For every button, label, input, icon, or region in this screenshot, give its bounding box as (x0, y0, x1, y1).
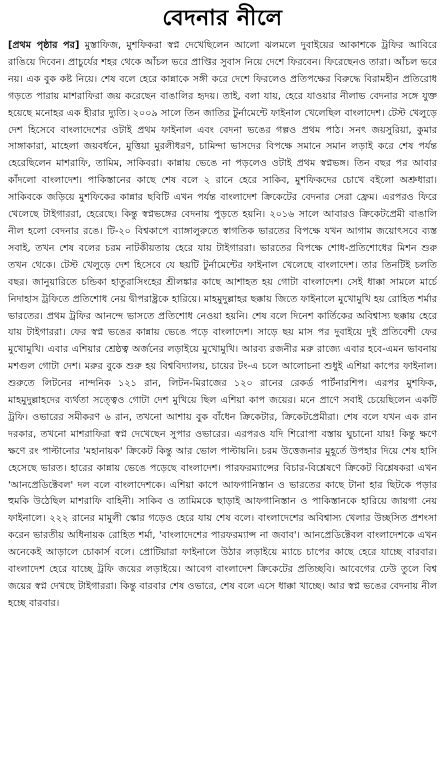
article-text: মুস্তাফিজ, মুশফিকরা স্বপ্ন দেখেছিলেন আলো ঝলমলে দুবাইয়ের আকাশকে ট্রফির আবিরে রাঙিয়ে দিবেন। প্রাচুর্যের শহর থেকে আঁচল ভরে প্রাপ্তির সুবাস নিয়ে দেশে ফিরবেন। ফিরেছেনও তারা। আঁচল ভরে নয়। এক বুক কষ্ট নিয়ে। শেষ বলে হেরে কান্নাকে সঙ্গী করে দেশে ফিরলেও প্রতিপক্ষের বিরুদ্ধে বিরামহীন প্রতিরোধ গড়তে পারায় মাশরাফিরা জয় করেছেন বাঙালির হৃদয়। তাই, বলা যায়, হেরে যাওয়ার নীলাভ বেদনার সঙ্গে যুক্ত হয়েছে মনোহর এক হীরার দ্যুতি। ২০০৯ সালে তিন জাতির টুর্নামেন্টে ফাইনাল খেলেছিল বাংলাদেশ। টেস্ট খেলুড়ে দেশ হিসেবে বাংলাদেশের ওটাই প্রথম ফাইনাল এবং বেদনা ভঙের গল্পও প্রথম পাঠ। সনৎ জয়সুরিয়া, কুমার সাঙ্গাকারা, মাহেলা জয়বর্ধনে, মুত্তিয়া মুরলীধরণ, চামিন্দা ভাসদের বিপক্ষে সমানে সমান লড়াই করে শেষ পর্যন্ত হেরেছিলেন মাশরাফি, তামিম, সাকিবরা। কান্নায় ভেঙে না পড়লেও ওটাই প্রথম স্বপ্নভঙ্গ। তিন বছর পর আবার কাঁদলো বাংলাদেশ। পাকিস্তানের কাছে শেষ বলে ২ রানে হেরে সাকিব, মুশফিকদের চোখে বইলো অশ্রুধারা। সাকিবকে জড়িয়ে মুশফিকের কান্নার ছবিটি এখন পর্যন্ত বাংলাদেশ ক্রিকেটের বেদনার সেরা ফ্রেম। এরপরও ফিরে খেলেছে টাইগাররা, হেরেছে। কিন্তু স্বপ্নভঙ্গের বেদনায় পুড়তে হয়নি। ২০১৬ সালে আবারও ক্রিকেটপ্রেমী বাঙালি নীল হলো বেদনার রঙে। টি-২০ বিশ্বকাপে ব্যাঙ্গালুরুতে স্বাগতিক ভারতের বিপক্ষে যখন আগাম জয়োৎসবে ব্যস্ত সবাই, তখন শেষ বলের চরম নাটকীয়তায় হেরে যায় টাইগাররা। ভারতের বিপক্ষে শোধ-প্রতিশোধের মিশন শুরু তখন থেকে। টেস্ট খেলুড়ে দেশ হিসেবে যে ছয়টি টুর্নামেন্টের ফাইনাল খেলেছে বাংলাদেশ। তার তিনটিই চলতি বছর। জানুয়ারিতে চন্ডিকা হাতুরাসিংহের শ্রীলঙ্কার কাছে আশাহত হয় গোটা বাংলাদেশ। সেই ধাক্কা সামলে মার্চে নিদাহাস ট্রফিতে প্রতিশোধ নেয় দ্বীপরাষ্ট্রকে হারিয়ে। মাহমুদুল্লাহর ছক্কায় জিতে ফাইনালে মুখোমুখি হয় রোহিত শর্মার ভারতের। প্রথম ট্রফির আনন্দে ভাসতে প্রতিশোধ নেওয়া হয়নি। শেষ বলে দিনেশ কার্তিকের অবিশ্বাস্য ছক্কায় হেরে যায় টাইগাররা। ফের স্বপ্ন ভঙের কান্নায় ভেঙে পড়ে বাংলাদেশ। সাড়ে ছয় মাস পর দুবাইয়ে দুই প্রতিবেশী ফের মুখোমুখি। এবার এশিয়ার শ্রেষ্ঠত্ব অর্জনের লড়াইয়ে মুখোমুখি। আরব্য রজনীর মরু রাজ্যে এবার হবে-এমন ভাবনায় মশগুল গোটা দেশ। মরুর বুকে শুরু হয় বিশ্ববিদ্যালয়, চায়ের টং-এ চলে আলোচনা শুধুই এশিয়া কাপের ফাইনাল। শুরুতে লিটনের নান্দনিক ১২১ রান, লিটন-মিরাজের ১২০ রানের রেকর্ড পার্টনারশিপ। এরপর মুশফিক, মাহমুদুল্লাহদের ব্যর্থতা সত্ত্বেও গোটা দেশ মুখিয়ে ছিল এশিয়া কাপ জয়ের। মনে প্রাণে সবাই চেয়েছিলেন একটি ট্রফি। ওভারের সমীকরণ ৬ রান, তখনো আশায় বুক বাঁধেন ক্রিকেটার, ক্রিকেটপ্রেমীরা। শেষ বলে যখন এক রান দরকার, তখনো মাশরাফিরা স্বপ্ন দেখেছেন সুপার ওভারের। এরপরও যদি শিরোপা বস্তায় ঘুচানো যায়! কিন্তু ক্ষণে ক্ষণে রং পাল্টানোর 'মহানায়ক' ক্রিকেট কিন্তু আর ভোল পাল্টায়নি। চরম উত্তেজনার মুহূর্তে উপহার দিয়ে শেষ হাসি হেসেছে ভারত। হারের কান্নায় ভেঙে পড়েছে বাংলাদেশ। পারফরম্যান্সের বিচার-বিশ্লেষণে ক্রিকেট বিশ্লেষকরা এখন 'আনপ্রেডিক্টেবল' দল বলে বাংলাদেশকে। এশিয়া কাপে আফগানিস্তান ও ভারতের কাছে টানা হার ছিটকে পড়ার হুমকি উঠেছিল মাশরাফি বাহিনী। সাকিব ও তামিমকে ছাড়াই আফগানিস্তান ও পাকিস্তানকে হারিয়ে জায়গা নেয় ফাইনালে। ২২২ রানের মামুলী স্কোর গড়েও হেরে যায় শেষ বলে। বাংলাদেশের অবিশ্বাস্য খেলার উচ্ছসিত প্রশংসা করেন ভারতীয় অধিনায়ক রোহিত শর্মা, 'বাংলাদেশের পারফরম্যান্স না জবাব'। আনপ্রেডিক্টেবল বাংলাদেশকে এখন অনেকেই আড়ালে চোকার্স বলে। প্রোটিয়ারা ফাইনালে উঠার লড়াইয়ে ম্যাচে চাপের কাছে হেরে যাচ্ছে বারবার। বাংলাদেশ হেরে যাচ্ছে ট্রফি জয়ের লড়াইয়ে। আবেগ বাংলাদেশ ক্রিকেটের প্রতিচ্ছবি। আবেগের ঢেউ তুলে বিশ্ব জয়ের স্বপ্ন দেখছে টাইগাররা। কিন্তু বারবার শেষ ওভারে, শেষ বলে এসে ধাক্কা খাচ্ছে। আর স্বপ্ন ভঙের বেদনায় নীল হচ্ছে বারবার। (8, 40, 437, 609)
headline: বেদনার নীলে (162, 6, 283, 31)
article-body (8, 38, 437, 613)
continuation-label: [প্রথম পৃষ্ঠার পর] (8, 40, 80, 51)
